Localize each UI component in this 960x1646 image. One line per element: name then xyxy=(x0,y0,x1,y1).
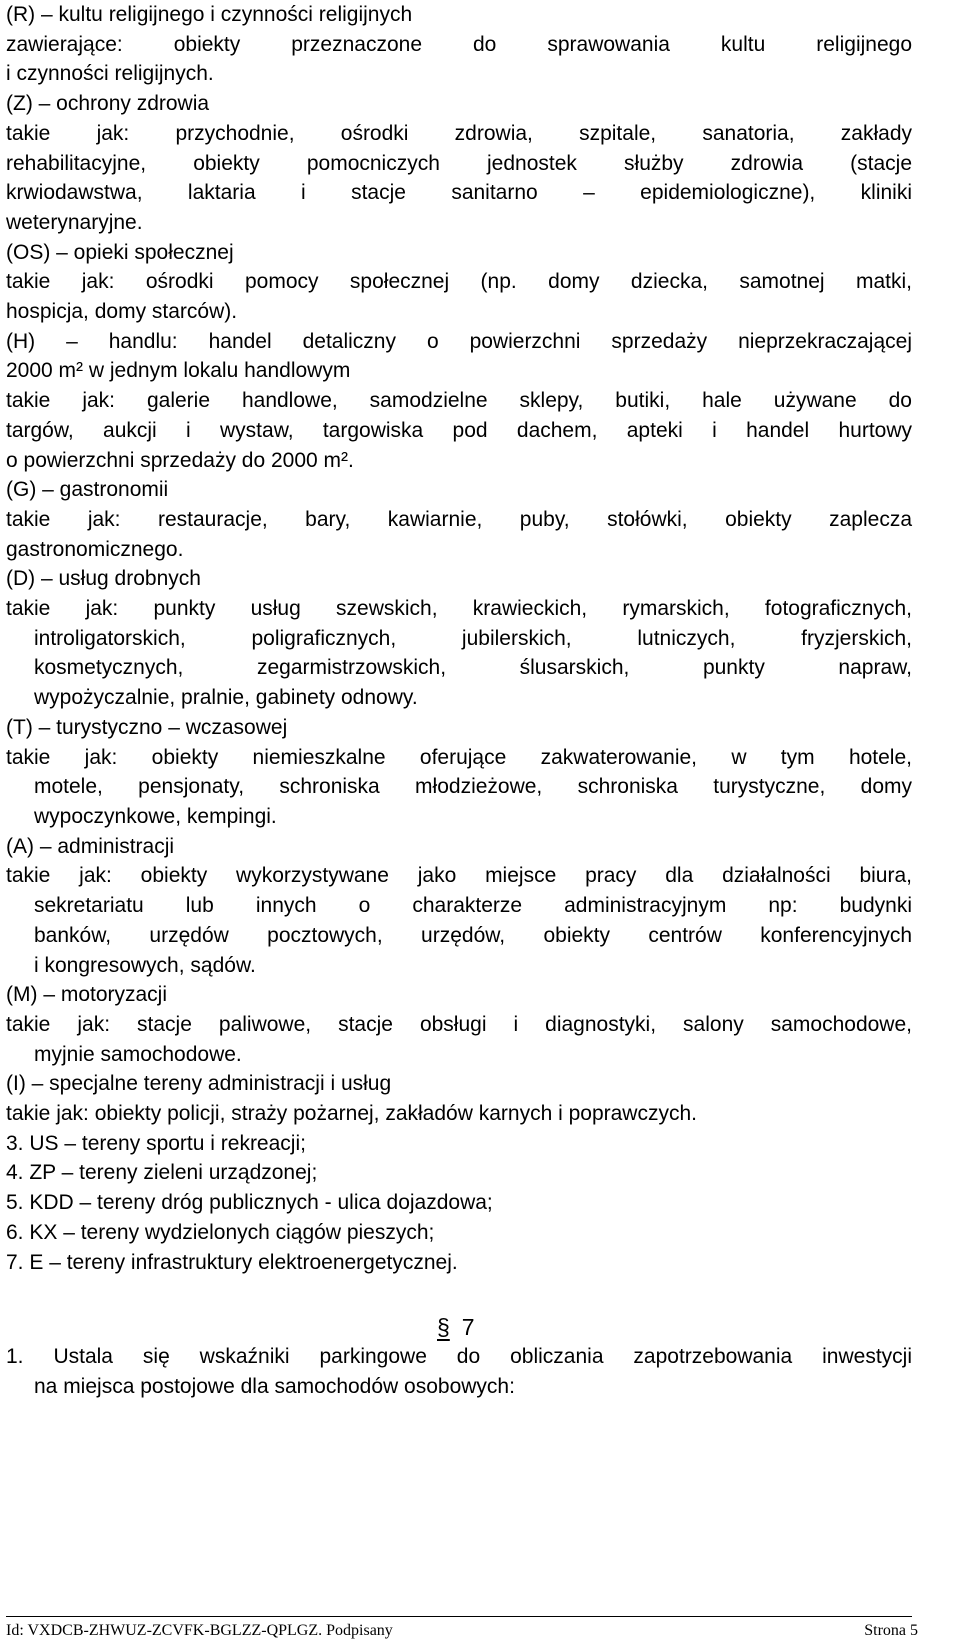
page-footer xyxy=(6,1621,918,1641)
text-line: (H) – handlu: handel detaliczny o powierzchni sprzedaży nieprzekraczającej xyxy=(6,329,912,353)
section-heading xyxy=(437,1312,475,1344)
document-body xyxy=(6,0,912,1277)
text-line: rehabilitacyjne, obiekty pomocniczych jednostek służby zdrowia (stacje xyxy=(6,151,912,175)
text-line: zawierające: obiekty przeznaczone do sprawowania kultu religijnego xyxy=(6,32,912,56)
text-line: o powierzchni sprzedaży do 2000 m². xyxy=(6,448,354,472)
text-line: hospicja, domy starców). xyxy=(6,300,238,324)
text-line: takie jak: obiekty wykorzystywane jako miejsce pracy dla działalności biura, xyxy=(6,864,912,888)
text-line: motele, pensjonaty, schroniska młodzieżowe, schroniska turystyczne, domy xyxy=(34,775,912,799)
text-line: (Z) – ochrony zdrowia xyxy=(6,92,210,116)
text-line: takie jak: obiekty niemieszkalne oferujące zakwaterowanie, w tym hotele, xyxy=(6,745,912,769)
text-line: krwiodawstwa, laktaria i stacje sanitarno – epidemiologiczne), kliniki xyxy=(6,181,912,205)
text-line: (OS) – opieki społecznej xyxy=(6,240,234,264)
text-line: takie jak: ośrodki pomocy społecznej (np. domy dziecka, samotnej matki, xyxy=(6,270,912,294)
text-line: wypożyczalnie, pralnie, gabinety odnowy. xyxy=(34,686,418,710)
text-line: takie jak: przychodnie, ośrodki zdrowia, szpitale, sanatoria, zakłady xyxy=(6,121,912,145)
text-line: 4. ZP – tereny zieleni urządzonej; xyxy=(6,1161,318,1185)
text-line: takie jak: obiekty policji, straży pożarnej, zakładów karnych i poprawczych. xyxy=(6,1102,697,1126)
text-line: gastronomicznego. xyxy=(6,537,184,561)
text-line: (G) – gastronomii xyxy=(6,478,169,502)
text-line: takie jak: stacje paliwowe, stacje obsługi i diagnostyki, salony samochodowe, xyxy=(6,1012,912,1036)
text-line: banków, urzędów pocztowych, urzędów, obiekty centrów konferencyjnych xyxy=(34,923,912,947)
text-line: (D) – usług drobnych xyxy=(6,567,201,591)
text-line: 2000 m² w jednym lokalu handlowym xyxy=(6,359,351,383)
text-line: sekretariatu lub innych o charakterze administracyjnym np: budynki xyxy=(34,894,912,918)
text-line: 5. KDD – tereny dróg publicznych - ulica dojazdowa; xyxy=(6,1191,493,1215)
text-line: wypoczynkowe, kempingi. xyxy=(34,804,277,828)
text-line: kosmetycznych, zegarmistrzowskich, ślusarskich, punkty napraw, xyxy=(34,656,912,680)
footer-page-number: Strona 5 xyxy=(864,1622,918,1639)
text-line: weterynaryjne. xyxy=(6,210,143,234)
text-line: 6. KX – tereny wydzielonych ciągów pieszych; xyxy=(6,1220,435,1244)
text-line: (T) – turystyczno – wczasowej xyxy=(6,715,288,739)
text-line: 1. Ustala się wskaźniki parkingowe do obliczania zapotrzebowania inwestycji xyxy=(6,1345,912,1368)
text-line: takie jak: galerie handlowe, samodzielne sklepy, butiki, hale używane do xyxy=(6,389,912,413)
footer-document-id: Id: VXDCB-ZHWUZ-ZCVFK-BGLZZ-QPLGZ. Podpisany xyxy=(6,1622,393,1639)
text-line: (R) – kultu religijnego i czynności religijnych xyxy=(6,3,413,26)
text-line: na miejsca postojowe dla samochodów osobowych: xyxy=(34,1374,515,1398)
text-line: myjnie samochodowe. xyxy=(34,1042,242,1066)
text-line: i kongresowych, sądów. xyxy=(34,953,256,977)
section-symbol: § xyxy=(437,1314,450,1340)
text-line: (I) – specjalne tereny administracji i usług xyxy=(6,1072,392,1096)
footer-divider xyxy=(6,1616,912,1617)
text-line: targów, aukcji i wystaw, targowiska pod dachem, apteki i handel hurtowy xyxy=(6,418,912,442)
text-line: takie jak: restauracje, bary, kawiarnie, puby, stołówki, obiekty zaplecza xyxy=(6,507,912,531)
text-line: 3. US – tereny sportu i rekreacji; xyxy=(6,1131,306,1155)
text-line: takie jak: punkty usług szewskich, krawieckich, rymarskich, fotograficznych, xyxy=(6,597,912,621)
text-line: (A) – administracji xyxy=(6,834,175,858)
text-line: i czynności religijnych. xyxy=(6,62,214,86)
text-line: (M) – motoryzacji xyxy=(6,983,168,1007)
section-number: 7 xyxy=(461,1314,475,1340)
text-line: 7. E – tereny infrastruktury elektroenergetycznej. xyxy=(6,1250,458,1274)
section-body xyxy=(6,1342,912,1401)
text-line: introligatorskich, poligraficznych, jubilerskich, lutniczych, fryzjerskich, xyxy=(34,626,912,650)
